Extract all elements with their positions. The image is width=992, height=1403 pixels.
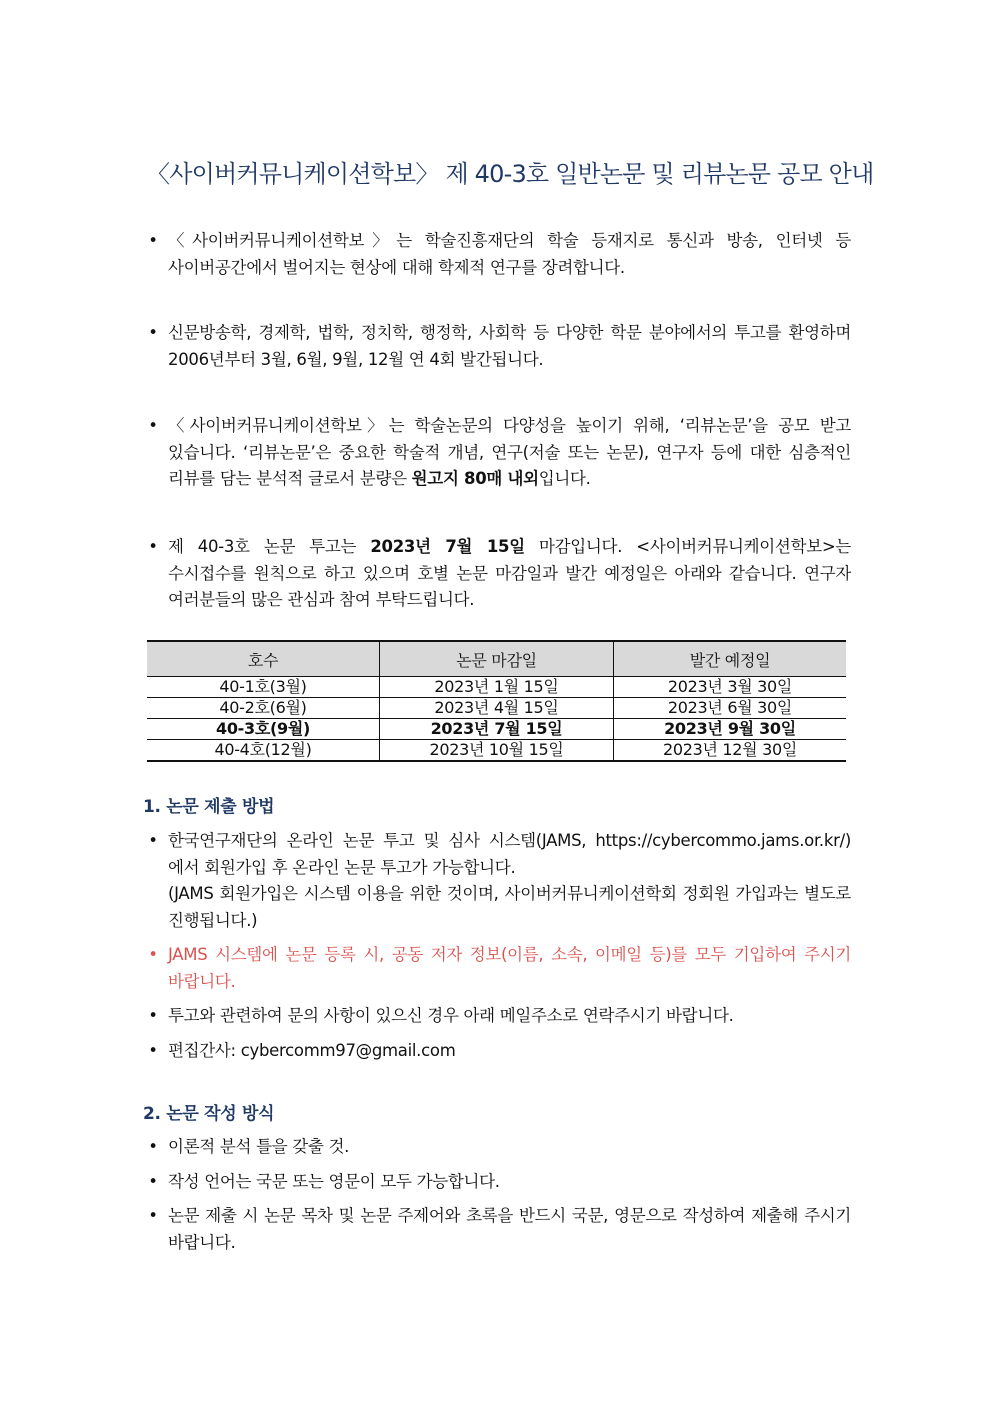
jams-info-text: 한국연구재단의 온라인 논문 투고 및 심사 시스템(JAMS, https://cybercommo.jams.or.kr/)에서 회원가입 후 온라인 논문 투고가 가능합니다.	[168, 831, 851, 877]
bullet-icon: •	[148, 1006, 158, 1025]
intro-paragraph-3	[146, 413, 851, 493]
intro-text-4: 제 40-3호 논문 투고는 2023년 7월 15일 마감입니다. <사이버커뮤니케이션학보>는 수시접수를 원칙으로 하고 있으며 호별 논문 마감일과 발간 예정일은 아래와 같습니다. 연구자 여러분들의 많은 관심과 참여 부탁드립니다.	[168, 537, 852, 609]
table-row	[147, 698, 846, 719]
cell-publication: 2023년 3월 30일	[614, 677, 847, 698]
schedule-table	[147, 640, 846, 762]
list-item	[146, 1203, 851, 1256]
intro-text-2: 신문방송학, 경제학, 법학, 정치학, 행정학, 사회학 등 다양한 학문 분야에서의 투고를 환영하며 2006년부터 3월, 6월, 9월, 12월 연 4회 발간됩니다.	[168, 323, 851, 369]
cell-deadline: 2023년 4월 15일	[380, 698, 614, 719]
list-item-alert	[146, 942, 851, 995]
bullet-icon: •	[148, 831, 158, 850]
intro-paragraph-4	[146, 534, 851, 614]
section-2-list	[146, 1134, 851, 1264]
bullet-icon: •	[148, 416, 158, 435]
cell-issue: 40-4호(12월)	[147, 740, 380, 762]
intro-text-1: 〈사이버커뮤니케이션학보〉는 학술진흥재단의 학술 등재지로 통신과 방송, 인터넷 등 사이버공간에서 벌어지는 현상에 대해 학제적 연구를 장려합니다.	[168, 231, 851, 277]
cell-publication: 2023년 12월 30일	[614, 740, 847, 762]
bullet-icon: •	[148, 1040, 158, 1060]
intro-paragraph-1	[146, 228, 851, 281]
section-2-heading: 2. 논문 작성 방식	[143, 1104, 275, 1124]
inquiry-text: 투고와 관련하여 문의 사항이 있으신 경우 아래 메일주소로 연락주시기 바랍니다.	[168, 1006, 734, 1025]
table-row-current	[147, 719, 846, 740]
header-issue: 호수	[147, 641, 380, 677]
section-1-list	[146, 828, 851, 1072]
bullet-icon: •	[148, 945, 158, 964]
list-item	[146, 1038, 851, 1065]
language-text: 작성 언어는 국문 또는 영문이 모두 가능합니다.	[168, 1171, 500, 1191]
table-row	[147, 677, 846, 698]
bullet-icon: •	[148, 1137, 158, 1156]
header-publication: 발간 예정일	[614, 641, 847, 677]
bullet-icon: •	[148, 1206, 158, 1225]
cell-deadline: 2023년 7월 15일	[380, 719, 614, 740]
bullet-icon: •	[148, 231, 158, 250]
table-row	[147, 740, 846, 762]
list-item	[146, 1003, 851, 1030]
cell-deadline: 2023년 1월 15일	[380, 677, 614, 698]
deadline-highlight: 2023년 7월 15일	[370, 537, 525, 556]
list-item	[146, 1134, 851, 1161]
cell-issue: 40-2호(6월)	[147, 698, 380, 719]
framework-text: 이론적 분석 틀을 갖출 것.	[168, 1137, 350, 1156]
editor-contact[interactable]: 편집간사: cybercomm97@gmail.com	[168, 1040, 456, 1060]
cell-issue: 40-1호(3월)	[147, 677, 380, 698]
table-header-row	[147, 641, 846, 677]
list-item	[146, 828, 851, 934]
abstract-requirement-text: 논문 제출 시 논문 목차 및 논문 주제어와 초록을 반드시 국문, 영문으로 작성하여 제출해 주시기 바랍니다.	[168, 1206, 851, 1252]
intro-text-3: 〈사이버커뮤니케이션학보〉는 학술논문의 다양성을 높이기 위해, ‘리뷰논문’을 공모 받고 있습니다. ‘리뷰논문’은 중요한 학술적 개념, 연구(저술 또는 논문), 연구자 등에 대한 심층적인 리뷰를 담는 분석적 글로서 분량은 원고지 80매 내외입니다.	[168, 416, 851, 488]
intro-paragraph-2	[146, 320, 851, 373]
manuscript-length-highlight: 원고지 80매 내외	[411, 469, 539, 488]
section-1-heading: 1. 논문 제출 방법	[143, 797, 275, 817]
cell-publication: 2023년 6월 30일	[614, 698, 847, 719]
jams-membership-note: (JAMS 회원가입은 시스템 이용을 위한 것이며, 사이버커뮤니케이션학회 정회원 가입과는 별도로 진행됩니다.)	[168, 884, 851, 930]
cell-deadline: 2023년 10월 15일	[380, 740, 614, 762]
cell-issue: 40-3호(9월)	[147, 719, 380, 740]
bullet-icon: •	[148, 323, 158, 342]
coauthor-alert-text: JAMS 시스템에 논문 등록 시, 공동 저자 정보(이름, 소속, 이메일 등)를 모두 기입하여 주시기 바랍니다.	[168, 945, 851, 991]
cell-publication: 2023년 9월 30일	[614, 719, 847, 740]
header-deadline: 논문 마감일	[380, 641, 614, 677]
bullet-icon: •	[148, 1171, 158, 1191]
list-item	[146, 1169, 851, 1196]
page-title: 〈사이버커뮤니케이션학보〉 제 40-3호 일반논문 및 리뷰논문 공모 안내	[146, 160, 874, 188]
bullet-icon: •	[148, 537, 158, 556]
